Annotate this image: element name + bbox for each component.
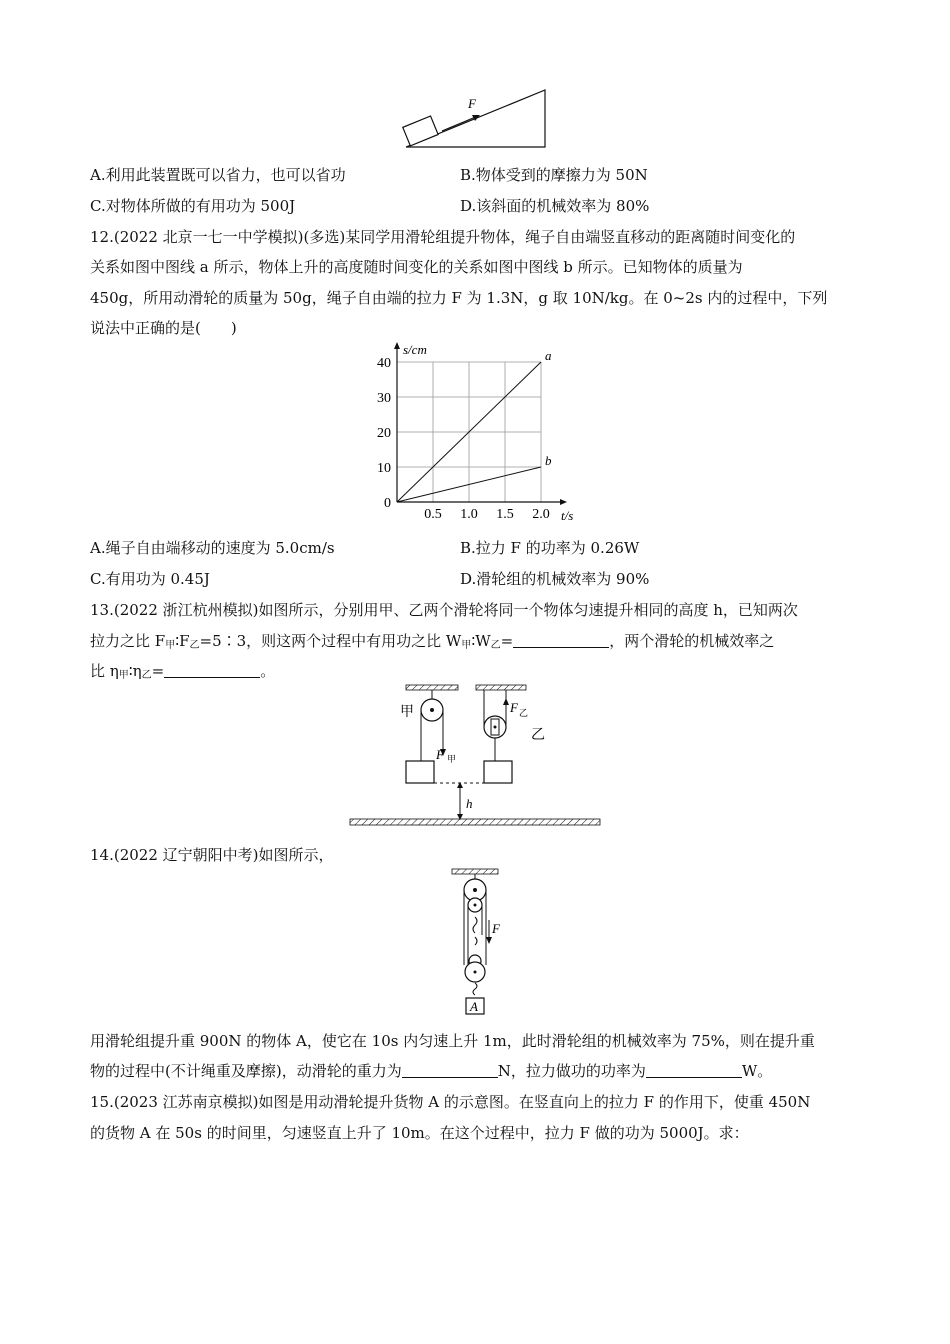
q13-text: =5∶3，则这两个过程中有用功之比 W [199, 632, 462, 650]
q12-line-4: 说法中正确的是( ) [90, 319, 237, 337]
q11-option-c: C.对物体所做的有用功为 500J [90, 197, 296, 215]
q12-option-b: B.拉力 F 的功率为 0.26W [460, 539, 640, 557]
object-yi [484, 761, 512, 783]
q14-line-1: 14.(2022 辽宁朝阳中考)如图所示， [90, 846, 334, 864]
q13-text: ∶η [128, 662, 142, 680]
q13-sub-yi: 乙 [490, 640, 501, 651]
x-tick-label: 1.5 [496, 507, 514, 522]
q13-line-2 [90, 630, 774, 651]
series-label-b: b [545, 453, 552, 468]
x-tick-label: 2.0 [532, 507, 550, 522]
force-arrow [442, 116, 478, 131]
label-jia: 甲 [400, 705, 414, 720]
q13-text: ∶W [471, 632, 491, 650]
q15-line-1: 15.(2023 江苏南京模拟)如图是用动滑轮提升货物 A 的示意图。在竖直向上的拉力 F 的作用下，使重 450N [90, 1093, 811, 1111]
ground [350, 819, 600, 825]
label-f-jia: F [436, 747, 444, 762]
q12-option-a: A.绳子自由端移动的速度为 5.0cm/s [90, 539, 335, 557]
x-axis-label: t/s [561, 508, 574, 523]
q13-text: 比 η [90, 662, 119, 680]
q12-line-1: 12.(2022 北京一七一中学模拟)(多选)某同学用滑轮组提升物体，绳子自由端竖直移动的距离随时间变化的 [90, 228, 796, 246]
q14-line-2: 用滑轮组提升重 900N 的物体 A，使它在 10s 内匀速上升 1m，此时滑轮组的机械效率为 75%，则在提升重 [90, 1032, 815, 1050]
q13-line-1: 13.(2022 浙江杭州模拟)如图所示，分别用甲、乙两个滑轮将同一个物体匀速提升相同的高度 h，已知两次 [90, 601, 798, 619]
q12-line-2: 关系如图中图线 a 所示，物体上升的高度随时间变化的关系如图中图线 b 所示。已知物体的质量为 [90, 258, 743, 276]
y-tick-label: 10 [377, 461, 391, 476]
q11-option-a: A.利用此装置既可以省力，也可以省功 [90, 166, 346, 184]
label-f: F [492, 921, 500, 936]
q14-line-3 [90, 1060, 772, 1081]
q15-line-2: 的货物 A 在 50s 的时间里，匀速竖直上升了 10m。在这个过程中，拉力 F 做的功为 5000J。求： [90, 1124, 749, 1142]
incline-block [403, 116, 438, 146]
label-f-yi: F [510, 700, 518, 715]
q12-line-3: 450g，所用动滑轮的质量为 50g，绳子自由端的拉力 F 为 1.3N，g 取 10N/kg。在 0~2s 内的过程中，下列 [90, 289, 828, 307]
q13-sub-jia: 甲 [165, 640, 176, 651]
q13-text: = [151, 662, 165, 680]
force-label: F [468, 96, 476, 111]
y-axis-arrow [394, 342, 400, 349]
label-a: A [470, 999, 478, 1014]
q13-sub-yi: 乙 [189, 640, 200, 651]
answer-blank-pulley-weight[interactable] [402, 1063, 498, 1078]
x-axis-arrow [560, 499, 567, 505]
x-tick-label: 0.5 [424, 507, 442, 522]
y-tick-label: 20 [377, 426, 391, 441]
q13-text: = [500, 632, 514, 650]
chart-ticks [377, 356, 550, 522]
answer-blank-power[interactable] [646, 1063, 742, 1078]
q11-option-b: B.物体受到的摩擦力为 50N [460, 166, 648, 184]
answer-blank-efficiency-ratio[interactable] [164, 663, 260, 678]
s-t-chart [355, 340, 595, 525]
y-tick-label: 40 [377, 356, 391, 371]
ceiling-yi [476, 685, 526, 690]
y-tick-label: 0 [384, 496, 391, 511]
q13-text: 拉力之比 F [90, 632, 166, 650]
label-yi: 乙 [531, 728, 545, 743]
q13-sub-jia: 甲 [118, 670, 129, 681]
label-f-yi-sub: 乙 [519, 708, 529, 718]
q14-text: 物的过程中(不计绳重及摩擦)，动滑轮的重力为 [90, 1062, 402, 1080]
answer-blank-work-ratio[interactable] [513, 633, 609, 648]
q13-text: 。 [260, 662, 276, 680]
q13-sub-jia: 甲 [461, 640, 472, 651]
q13-text: ，两个滑轮的机械效率之 [609, 632, 775, 650]
two-pulleys-figure [348, 683, 603, 828]
q14-text: W。 [741, 1062, 773, 1080]
label-h: h [466, 796, 473, 811]
q12-option-d: D.滑轮组的机械效率为 90% [460, 570, 650, 588]
y-tick-label: 30 [377, 391, 391, 406]
q12-option-c: C.有用功为 0.45J [90, 570, 210, 588]
object-jia [406, 761, 434, 783]
x-tick-label: 1.0 [460, 507, 478, 522]
q13-line-3 [90, 660, 275, 681]
incline-figure [400, 85, 555, 155]
ceiling [452, 869, 498, 874]
ceiling-jia [406, 685, 458, 690]
label-f-jia-sub: 甲 [447, 754, 457, 764]
q11-option-d: D.该斜面的机械效率为 80% [460, 197, 650, 215]
q14-text: N，拉力做功的功率为 [497, 1062, 646, 1080]
q13-text: ∶F [175, 632, 190, 650]
q13-sub-yi: 乙 [141, 670, 152, 681]
pulley-block-figure [442, 865, 512, 1020]
y-axis-label: s/cm [403, 342, 427, 357]
series-label-a: a [545, 348, 552, 363]
chart-series [397, 348, 552, 502]
